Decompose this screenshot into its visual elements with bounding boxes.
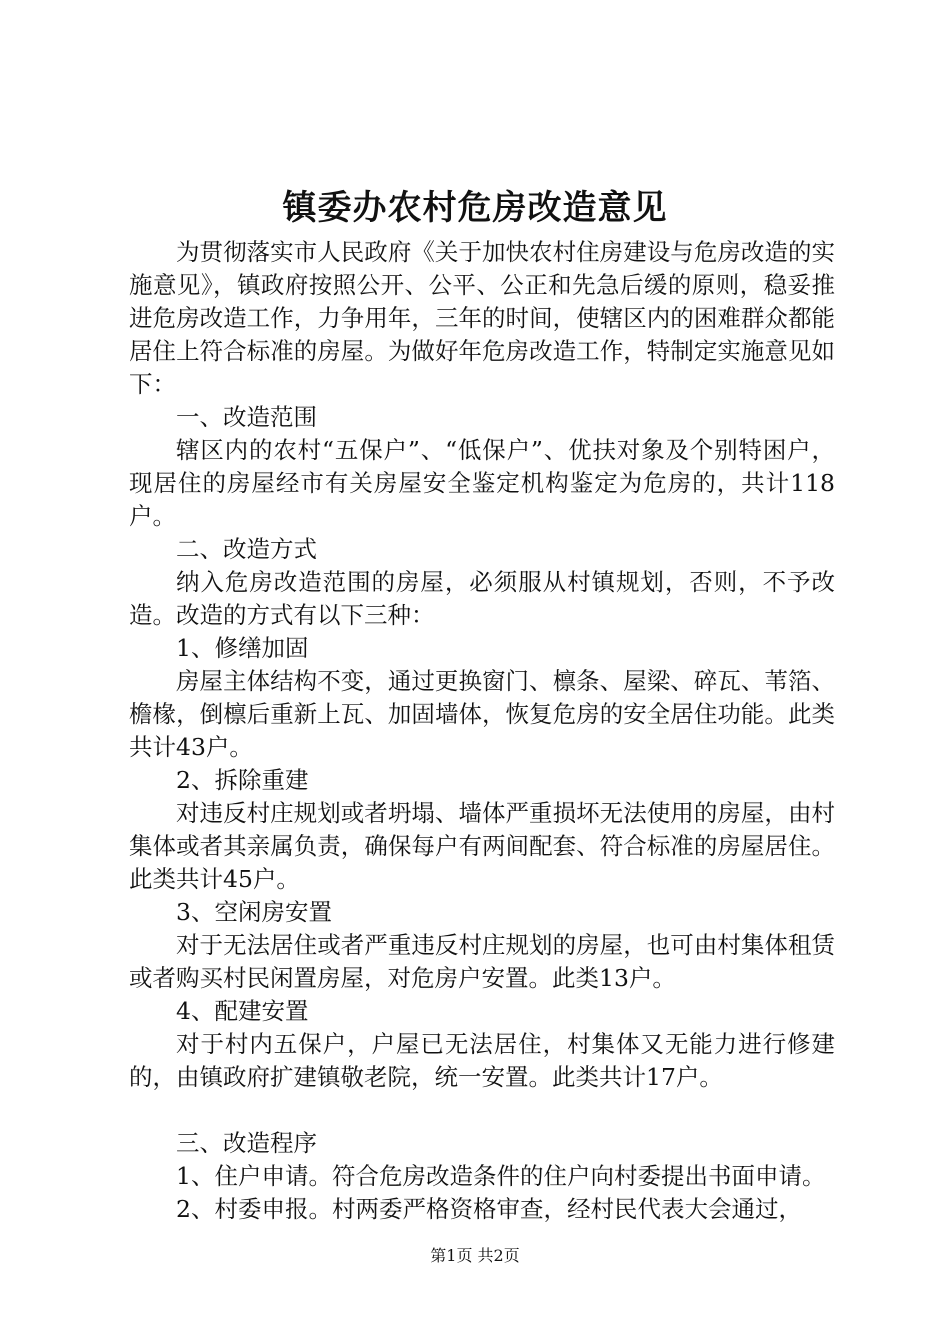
repair-paragraph: 房屋主体结构不变，通过更换窗门、檩条、屋梁、碎瓦、苇箔、檐椽，倒檩后重新上瓦、加固墙体，恢复危房的安全居住功能。此类共计43户。	[129, 667, 835, 761]
scope-paragraph: 辖区内的农村“五保户”、“低保户”、优扶对象及个别特困户，现居住的房屋经市有关房屋安全鉴定机构鉴定为危房的，共计118户。	[129, 436, 835, 530]
rebuild-paragraph: 对违反村庄规划或者坍塌、墙体严重损坏无法使用的房屋，由村集体或者其亲属负责，确保每户有两间配套、符合标准的房屋居住。此类共计45户。	[129, 799, 835, 893]
resettlement-paragraph: 对于村内五保户，户屋已无法居住，村集体又无能力进行修建的，由镇政府扩建镇敬老院，统一安置。此类共计17户。	[129, 1030, 835, 1091]
intro-paragraph: 为贯彻落实市人民政府《关于加快农村住房建设与危房改造的实施意见》，镇政府按照公开、公平、公正和先急后缓的原则，稳妥推进危房改造工作，力争用年，三年的时间，使辖区内的困难群众都能居住上符合标准的房屋。为做好年危房改造工作，特制定实施意见如下：	[129, 238, 835, 398]
document-body	[129, 236, 835, 1226]
procedure-step-2: 2、村委申报。村两委严格资格审查，经村民代表大会通过，	[176, 1195, 802, 1223]
page-number-footer: 第1页 共2页	[430, 1246, 520, 1265]
subheading-repair: 1、修缮加固	[176, 634, 309, 662]
procedure-step-1: 1、住户申请。符合危房改造条件的住户向村委提出书面申请。	[176, 1162, 826, 1190]
subheading-rebuild: 2、拆除重建	[176, 766, 309, 794]
blank-line	[129, 1094, 835, 1127]
subheading-vacant-housing: 3、空闲房安置	[176, 898, 332, 926]
subheading-resettlement: 4、配建安置	[176, 997, 309, 1025]
section-heading-scope: 一、改造范围	[176, 403, 317, 431]
page-title: 镇委办农村危房改造意见	[282, 188, 668, 228]
method-paragraph: 纳入危房改造范围的房屋，必须服从村镇规划，否则，不予改造。改造的方式有以下三种：	[129, 568, 835, 629]
section-heading-procedure: 三、改造程序	[176, 1129, 317, 1157]
section-heading-method: 二、改造方式	[176, 535, 317, 563]
vacant-housing-paragraph: 对于无法居住或者严重违反村庄规划的房屋，也可由村集体租赁或者购买村民闲置房屋，对危房户安置。此类13户。	[129, 931, 835, 992]
